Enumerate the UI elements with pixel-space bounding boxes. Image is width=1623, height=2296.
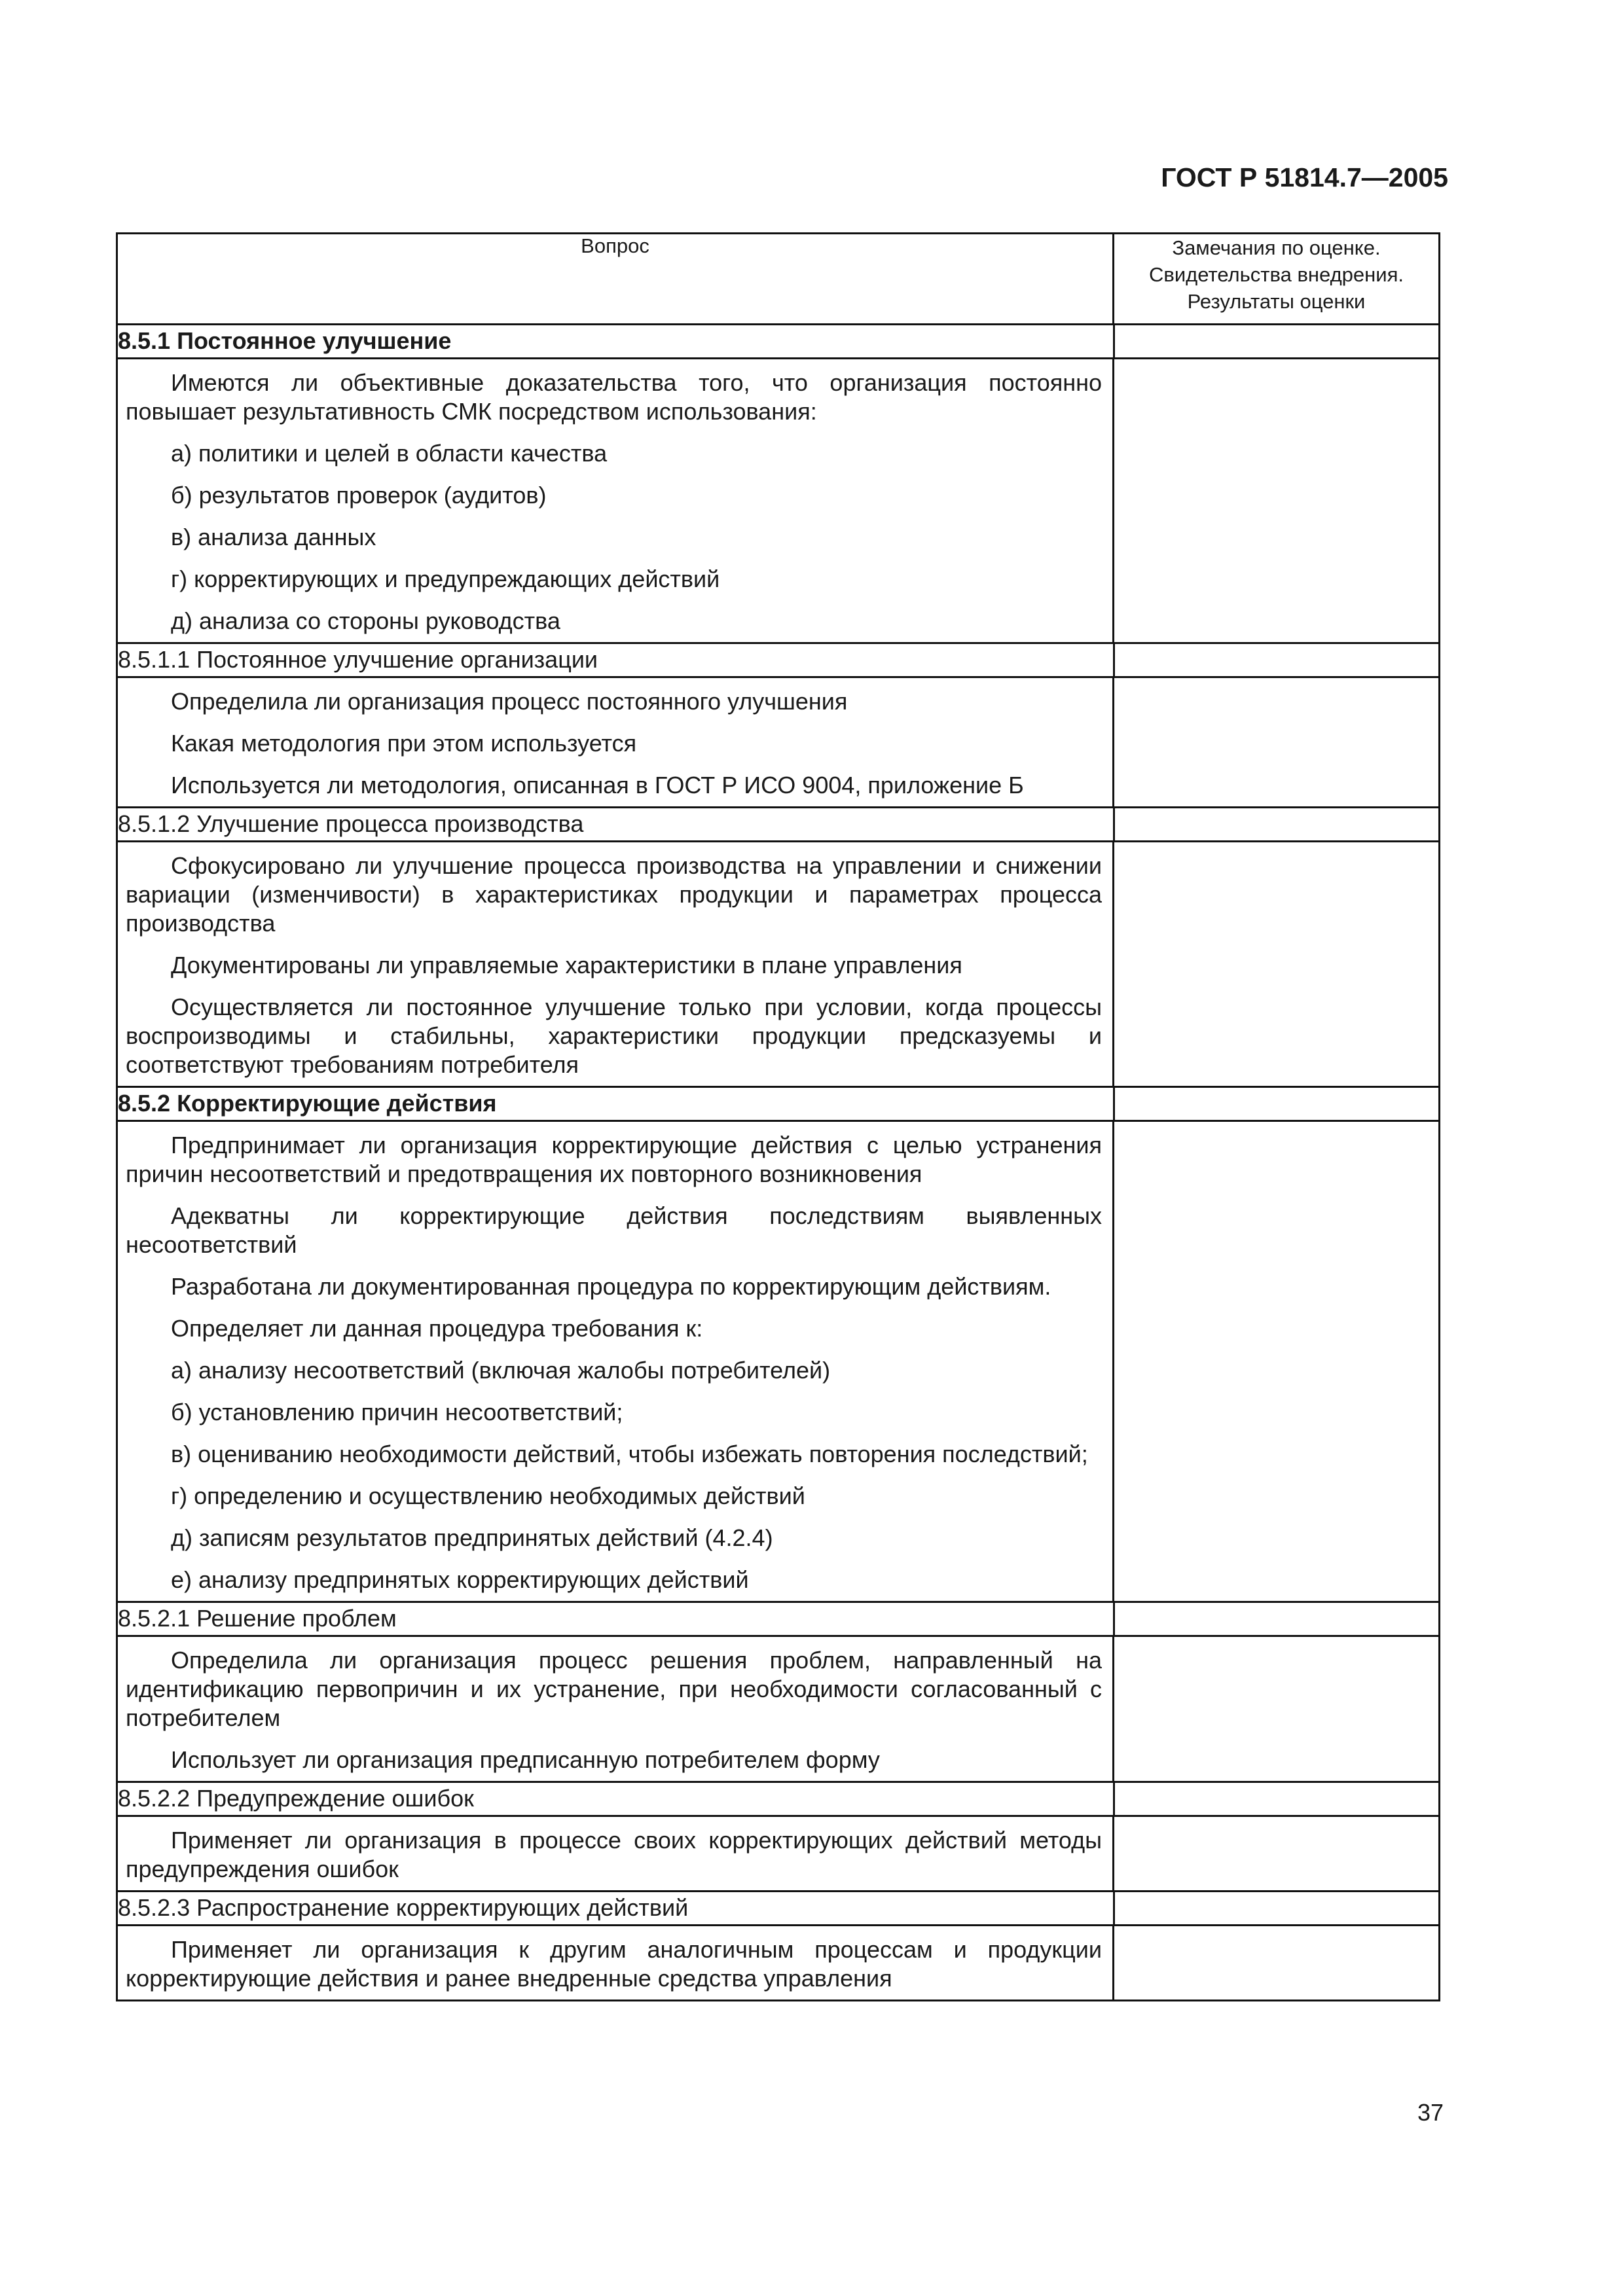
question-item: г) корректирующих и предупреждающих действий	[171, 565, 720, 592]
section-heading-row	[117, 643, 1440, 677]
question-cell	[117, 1926, 1114, 2001]
remarks-cell	[1114, 359, 1440, 643]
section-heading-row	[117, 808, 1440, 842]
question-item: а) анализу несоответствий (включая жалобы потребителей)	[171, 1357, 831, 1384]
question-item: Определила ли организация процесс решения проблем, направленный на идентификацию первопричин и их устранение, при необходимости согласованный с потребителем	[126, 1647, 1102, 1731]
column-divider	[1113, 1603, 1115, 1635]
question-cell	[117, 1816, 1114, 1892]
remarks-cell	[1114, 1926, 1440, 2001]
table-header-row	[117, 234, 1440, 325]
section-heading: 8.5.2.2 Предупреждение ошибок	[117, 1782, 1440, 1816]
section-items-row	[117, 1926, 1440, 2001]
question-item: Разработана ли документированная процедура по корректирующим действиям.	[171, 1273, 1051, 1300]
document-code: ГОСТ Р 51814.7—2005	[1161, 162, 1448, 192]
section-heading-row	[117, 1602, 1440, 1636]
question-item: Осуществляется ли постоянное улучшение только при условии, когда процессы воспроизводимы и стабильны, характеристики продукции предсказуемы и соответствуют требованиям потребителя	[126, 994, 1102, 1078]
column-header-question: Вопрос	[117, 234, 1114, 325]
question-item: Применяет ли организация к другим аналогичным процессам и продукции корректирующие действия и ранее внедренные средства управления	[126, 1936, 1102, 1992]
question-item: б) результатов проверок (аудитов)	[171, 482, 547, 509]
question-cell	[117, 1636, 1114, 1782]
column-divider	[1113, 644, 1115, 676]
section-heading: 8.5.1.1 Постоянное улучшение организации	[117, 643, 1440, 677]
column-divider	[1113, 1783, 1115, 1815]
question-item: Адекватны ли корректирующие действия последствиям выявленных несоответствий	[126, 1202, 1102, 1258]
section-heading: 8.5.1.2 Улучшение процесса производства	[117, 808, 1440, 842]
section-items-row	[117, 842, 1440, 1087]
remarks-cell	[1114, 1816, 1440, 1892]
page-number: 37	[1417, 2099, 1444, 2126]
column-divider	[1113, 1088, 1115, 1120]
section-heading: 8.5.2.1 Решение проблем	[117, 1602, 1440, 1636]
question-item: д) записям результатов предпринятых действий (4.2.4)	[171, 1524, 773, 1551]
section-items-row	[117, 1816, 1440, 1892]
remarks-header-line: Замечания по оценке.	[1172, 236, 1381, 259]
section-items-row	[117, 677, 1440, 808]
column-divider	[1113, 1892, 1115, 1924]
question-item: б) установлению причин несоответствий;	[171, 1399, 623, 1426]
remarks-header-line: Свидетельства внедрения.	[1149, 263, 1404, 286]
section-heading-row	[117, 1892, 1440, 1926]
section-heading: 8.5.1 Постоянное улучшение	[117, 325, 1440, 359]
question-item: Сфокусировано ли улучшение процесса производства на управлении и снижении вариации (изменчивости) в характеристиках продукции и параметрах процесса производства	[126, 852, 1102, 937]
remarks-cell	[1114, 1121, 1440, 1602]
question-cell	[117, 842, 1114, 1087]
section-heading-row	[117, 325, 1440, 359]
question-item: в) оцениванию необходимости действий, чтобы избежать повторения последствий;	[171, 1441, 1088, 1467]
question-item: а) политики и целей в области качества	[171, 440, 608, 467]
section-items-row	[117, 359, 1440, 643]
question-item: Предпринимает ли организация корректирующие действия с целью устранения причин несоответствий и предотвращения их повторного возникновения	[126, 1132, 1102, 1187]
question-item: Используется ли методология, описанная в ГОСТ Р ИСО 9004, приложение Б	[171, 772, 1024, 798]
question-cell	[117, 359, 1114, 643]
question-item: Определяет ли данная процедура требования к:	[171, 1315, 703, 1342]
remarks-cell	[1114, 1636, 1440, 1782]
question-item: Применяет ли организация в процессе своих корректирующих действий методы предупреждения ошибок	[126, 1827, 1102, 1882]
question-item: в) анализа данных	[171, 524, 376, 550]
section-heading-row	[117, 1087, 1440, 1121]
question-item: г) определению и осуществлению необходимых действий	[171, 1482, 805, 1509]
question-item: Какая методология при этом используется	[171, 730, 637, 757]
section-items-row	[117, 1121, 1440, 1602]
remarks-cell	[1114, 842, 1440, 1087]
column-divider	[1113, 325, 1115, 357]
audit-questions-table	[116, 232, 1440, 2001]
question-item: Имеются ли объективные доказательства того, что организация постоянно повышает результативность СМК посредством использования:	[126, 369, 1102, 425]
question-cell	[117, 677, 1114, 808]
column-divider	[1113, 808, 1115, 840]
question-item: Определила ли организация процесс постоянного улучшения	[171, 688, 848, 715]
question-item: Документированы ли управляемые характеристики в плане управления	[171, 952, 962, 978]
section-heading: 8.5.2 Корректирующие действия	[117, 1087, 1440, 1121]
table-body	[117, 325, 1440, 2001]
section-heading: 8.5.2.3 Распространение корректирующих действий	[117, 1892, 1440, 1926]
question-cell	[117, 1121, 1114, 1602]
section-items-row	[117, 1636, 1440, 1782]
section-heading-row	[117, 1782, 1440, 1816]
remarks-cell	[1114, 677, 1440, 808]
question-item: д) анализа со стороны руководства	[171, 607, 560, 634]
column-header-remarks	[1114, 234, 1440, 325]
question-item: Использует ли организация предписанную потребителем форму	[171, 1746, 880, 1773]
remarks-header-line: Результаты оценки	[1187, 290, 1366, 313]
question-item: е) анализу предпринятых корректирующих действий	[171, 1566, 749, 1593]
